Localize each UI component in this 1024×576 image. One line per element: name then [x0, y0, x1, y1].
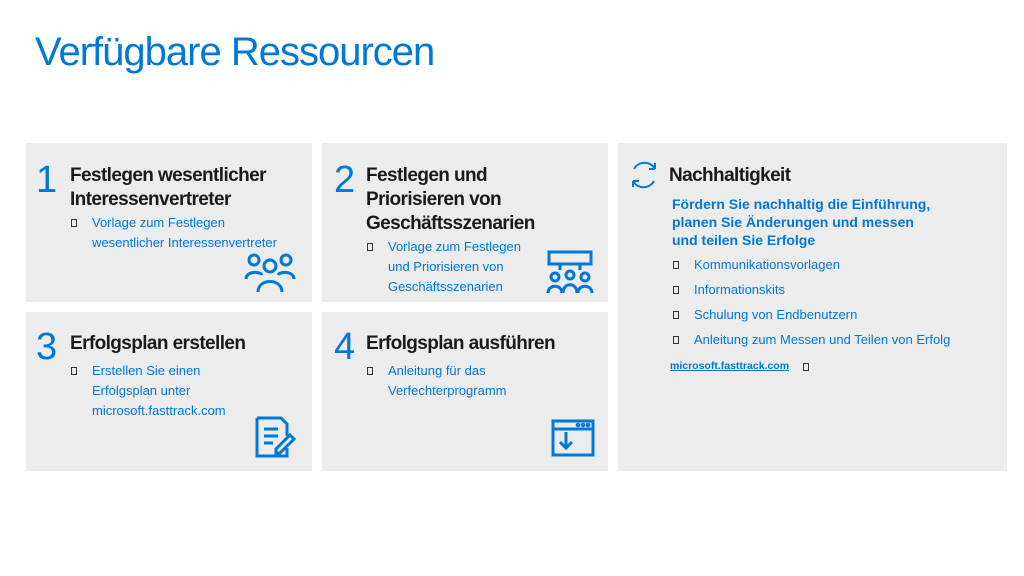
download-window-icon — [550, 418, 596, 458]
card-title: Festlegen und Priorisieren von Geschäftsszenarien — [366, 165, 535, 234]
presentation-audience-icon — [546, 249, 594, 295]
list-item[interactable]: Schulung von Endbenutzern — [672, 305, 1002, 325]
list-item[interactable]: Informationskits — [672, 280, 1002, 300]
list-item[interactable]: Anleitung für das Verfechterprogramm — [366, 361, 566, 401]
card-title: Festlegen wesentlicher Interessenvertreter — [70, 165, 266, 210]
card-number: 4 — [334, 326, 356, 368]
card-number: 1 — [36, 159, 58, 201]
fasttrack-link[interactable]: microsoft.fasttrack.com — [670, 360, 790, 372]
bullet-list — [70, 213, 310, 253]
card-success-plan-create — [26, 312, 312, 471]
people-group-icon — [244, 251, 296, 293]
card-title: Nachhaltigkeit — [669, 165, 791, 186]
resource-list — [672, 255, 1002, 350]
card-number: 3 — [36, 326, 58, 368]
bullet-list — [366, 237, 536, 297]
card-sustainability — [618, 143, 1007, 471]
bullet-list — [366, 361, 566, 401]
list-item[interactable]: Kommunikationsvorlagen — [672, 255, 1002, 275]
card-description: Fördern Sie nachhaltig die Einführung, planen Sie Änderungen und messen und teilen Sie Erfolge — [672, 196, 931, 248]
list-item[interactable]: Vorlage zum Festlegen wesentlicher Interessenvertreter — [70, 213, 310, 253]
list-item[interactable]: Vorlage zum Festlegen und Priorisieren von Geschäftsszenarien — [366, 237, 536, 297]
list-item[interactable]: Anleitung zum Messen und Teilen von Erfolg — [672, 330, 1002, 350]
card-stakeholders — [26, 143, 312, 302]
card-number: 2 — [334, 159, 356, 201]
card-success-plan-execute — [322, 312, 608, 471]
document-edit-icon — [254, 415, 298, 459]
page-title: Verfügbare Ressourcen — [35, 30, 435, 74]
list-item[interactable]: Erstellen Sie einen Erfolgsplan unter microsoft.fasttrack.com — [70, 361, 270, 421]
bullet-list — [70, 361, 270, 421]
external-link-icon — [803, 363, 809, 371]
card-title: Erfolgsplan erstellen — [70, 333, 246, 354]
card-title: Erfolgsplan ausführen — [366, 333, 556, 354]
refresh-cycle-icon — [628, 159, 660, 191]
card-scenarios — [322, 143, 608, 302]
